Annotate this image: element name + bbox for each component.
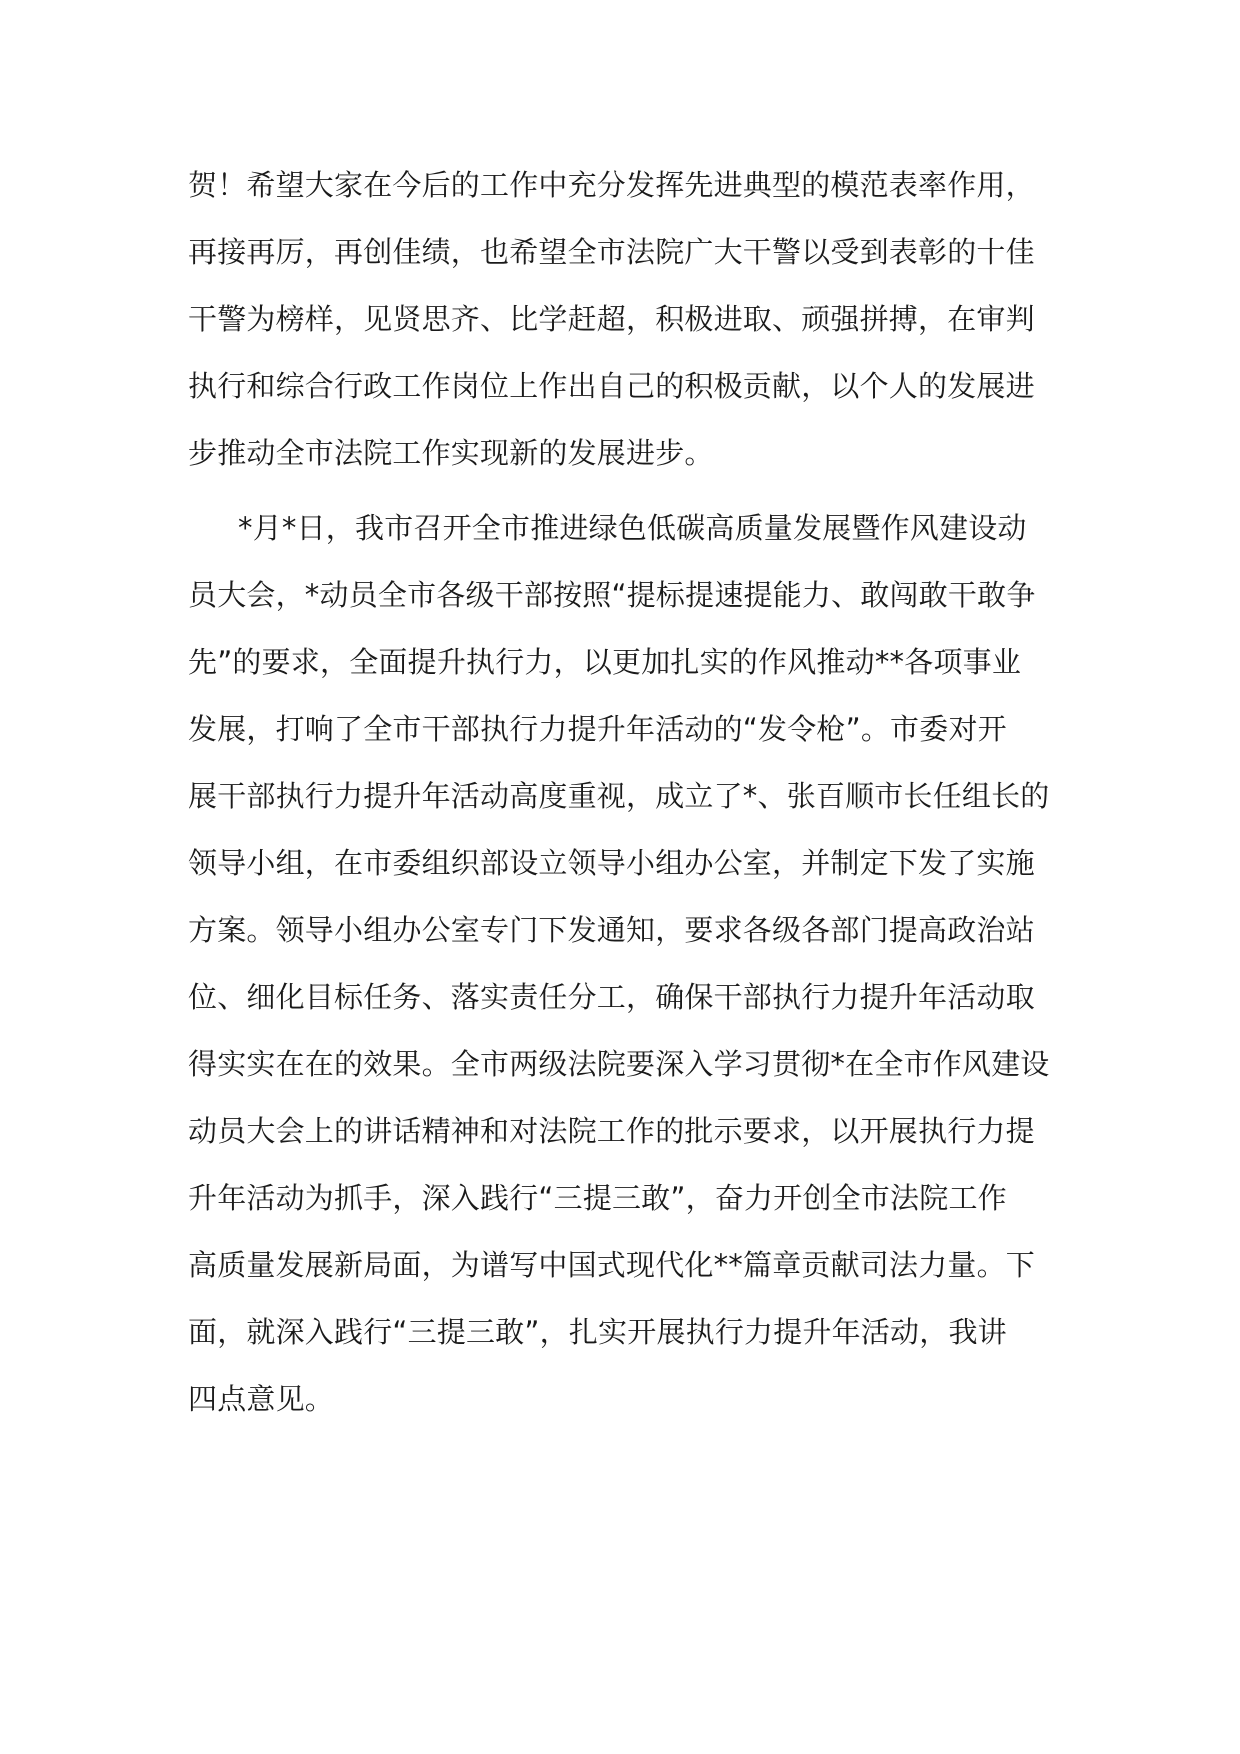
text-line: 干警为榜样，见贤思齐、比学赶超，积极进取、顽强拼搏，在审判 xyxy=(188,302,1035,336)
text-line: 升年活动为抓手，深入践行“三提三敢”，奋力开创全市法院工作 xyxy=(188,1181,1007,1215)
text-line: 执行和综合行政工作岗位上作出自己的积极贡献，以个人的发展进 xyxy=(188,369,1035,403)
text-line: 方案。领导小组办公室专门下发通知，要求各级各部门提高政治站 xyxy=(188,913,1035,947)
text-line: 再接再厉，再创佳绩，也希望全市法院广大干警以受到表彰的十佳 xyxy=(188,235,1035,269)
text-line: *月*日，我市召开全市推进绿色低碳高质量发展暨作风建设动 xyxy=(238,511,1027,545)
text-line: 展干部执行力提升年活动高度重视，成立了*、张百顺市长任组长的 xyxy=(188,779,1050,813)
text-line: 得实实在在的效果。全市两级法院要深入学习贯彻*在全市作风建设 xyxy=(188,1047,1050,1081)
text-line: 员大会，*动员全市各级干部按照“提标提速提能力、敢闯敢干敢争 xyxy=(188,578,1036,612)
text-line: 领导小组，在市委组织部设立领导小组办公室，并制定下发了实施 xyxy=(188,846,1035,880)
text-line: 发展，打响了全市干部执行力提升年活动的“发令枪”。市委对开 xyxy=(188,712,1007,746)
text-line: 贺！希望大家在今后的工作中充分发挥先进典型的模范表率作用， xyxy=(188,168,1035,202)
text-line: 步推动全市法院工作实现新的发展进步。 xyxy=(188,436,714,470)
text-line: 面，就深入践行“三提三敢”，扎实开展执行力提升年活动，我讲 xyxy=(188,1315,1007,1349)
text-line: 四点意见。 xyxy=(188,1382,335,1416)
text-line: 先”的要求，全面提升执行力，以更加扎实的作风推动**各项事业 xyxy=(188,645,1022,679)
text-line: 高质量发展新局面，为谱写中国式现代化**篇章贡献司法力量。下 xyxy=(188,1248,1036,1282)
text-line: 动员大会上的讲话精神和对法院工作的批示要求，以开展执行力提 xyxy=(188,1114,1035,1148)
text-line: 位、细化目标任务、落实责任分工，确保干部执行力提升年活动取 xyxy=(188,980,1035,1014)
